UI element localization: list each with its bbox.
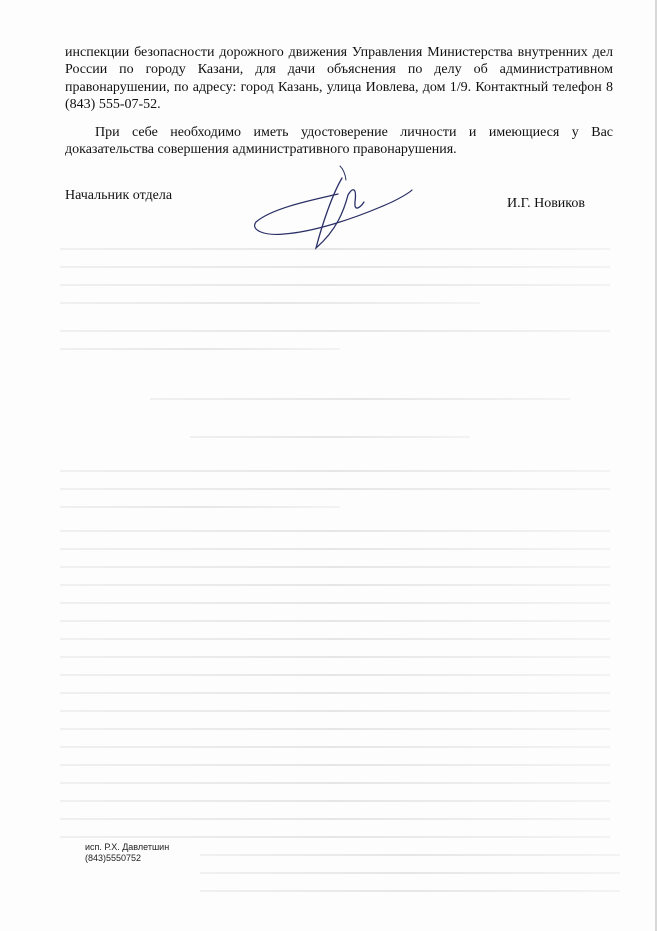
signer-position: Начальник отдела (65, 188, 173, 203)
executor-name: исп. Р.Х. Давлетшин (85, 842, 170, 852)
signer-name: И.Г. Новиков (506, 196, 585, 211)
document-body (65, 44, 613, 158)
paragraph-required-documents: При себе необходимо иметь удостоверение личности и имеющиеся у Вас доказательства совершения административного правонарушения. (65, 124, 613, 158)
handwritten-signature (242, 150, 422, 260)
executor-phone: (843)5550752 (85, 853, 142, 863)
executor-footer (85, 842, 169, 864)
paragraph-summons-address: инспекции безопасности дорожного движения Управления Министерства внутренних дел России по городу Казани, для дачи объяснения по делу об административном правонарушении, по адресу: город Казань, улица Иовлева, дом 1/9. Контактный телефон 8 (843) 555-07-52. (65, 45, 613, 113)
